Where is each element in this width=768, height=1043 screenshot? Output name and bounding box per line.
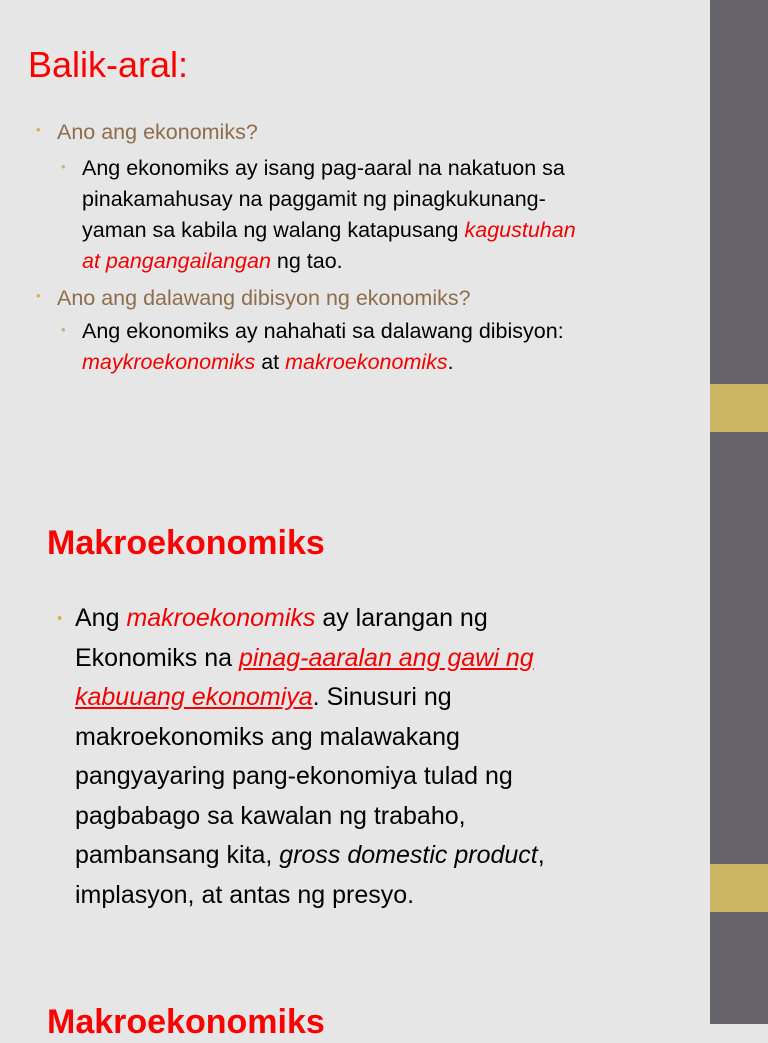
slide-title: Balik-aral:: [28, 44, 189, 85]
answer-1-line-2: pinakamahusay na paggamit ng pinagkukunang-: [82, 187, 546, 211]
sidebar-accent-2: [710, 864, 768, 912]
slide-sidebar: [710, 0, 768, 1024]
emphasis-makroekonomiks: makroekonomiks: [126, 604, 316, 632]
definition-text: ay larangan ng: [315, 604, 488, 632]
answer-1-line-3: [82, 215, 692, 246]
question-2: Ano ang dalawang dibisyon ng ekonomiks?: [57, 286, 471, 310]
definition-line-8: implasyon, at antas ng presyo.: [75, 880, 415, 909]
answer-2-period: .: [447, 350, 454, 374]
emphasis-underlined: pinag-aaralan ang gawi ng: [238, 643, 534, 672]
slide-3-title: Makroekonomiks: [47, 1003, 325, 1041]
answer-2-connector: at: [255, 350, 286, 374]
answer-2-line-1: Ang ekonomiks ay nahahati sa dalawang dibisyon:: [82, 319, 564, 343]
emphasis-maykroekonomiks: maykroekonomiks: [82, 350, 256, 374]
sidebar-accent-1: [710, 384, 768, 432]
bullet-dot-icon: •: [36, 122, 41, 137]
answer-1-line-1: Ang ekonomiks ay isang pag-aaral na nakatuon sa: [82, 156, 565, 180]
definition-line-4: makroekonomiks ang malawakang: [75, 722, 460, 751]
definition-text: Ekonomiks na: [75, 643, 239, 672]
slide-title: Makroekonomiks: [47, 524, 325, 562]
makroekonomiks-definition: [75, 599, 675, 915]
definition-text: ,: [537, 841, 545, 869]
bullet-dot-icon: •: [61, 159, 66, 174]
definition-text: Ang: [75, 604, 127, 632]
answer-2: [82, 316, 692, 378]
bullet-dot-icon: •: [36, 288, 41, 303]
bullet-dot-icon: •: [57, 610, 63, 627]
emphasis-pangangailangan: at pangangailangan: [82, 249, 271, 273]
slide-balik-aral: [0, 0, 710, 480]
answer-1-line-3-text: yaman sa kabila ng walang katapusang: [82, 218, 465, 242]
definition-line-2: [75, 639, 675, 679]
definition-line-5: pangyayaring pang-ekonomiya tulad ng: [75, 762, 513, 790]
definition-text: pambansang kita,: [75, 841, 280, 869]
emphasis-makroekonomiks: makroekonomiks: [285, 350, 448, 374]
emphasis-underlined: kabuuang ekonomiya: [75, 683, 313, 711]
definition-text: . Sinusuri ng: [312, 683, 452, 711]
bullet-dot-icon: •: [61, 322, 66, 337]
emphasis-gdp: gross domestic product: [279, 841, 538, 869]
question-1: Ano ang ekonomiks?: [57, 120, 258, 144]
definition-line-6: pagbabago sa kawalan ng trabaho,: [75, 801, 466, 830]
definition-line-7: [75, 836, 675, 876]
emphasis-kagustuhan: kagustuhan: [464, 218, 576, 242]
definition-line-1: [75, 599, 675, 639]
answer-1-line-4-text: ng tao.: [270, 249, 343, 273]
answer-2-line-2: [82, 347, 692, 378]
definition-line-3: [75, 678, 675, 718]
answer-1: [82, 153, 692, 277]
answer-1-line-4: [82, 246, 692, 277]
